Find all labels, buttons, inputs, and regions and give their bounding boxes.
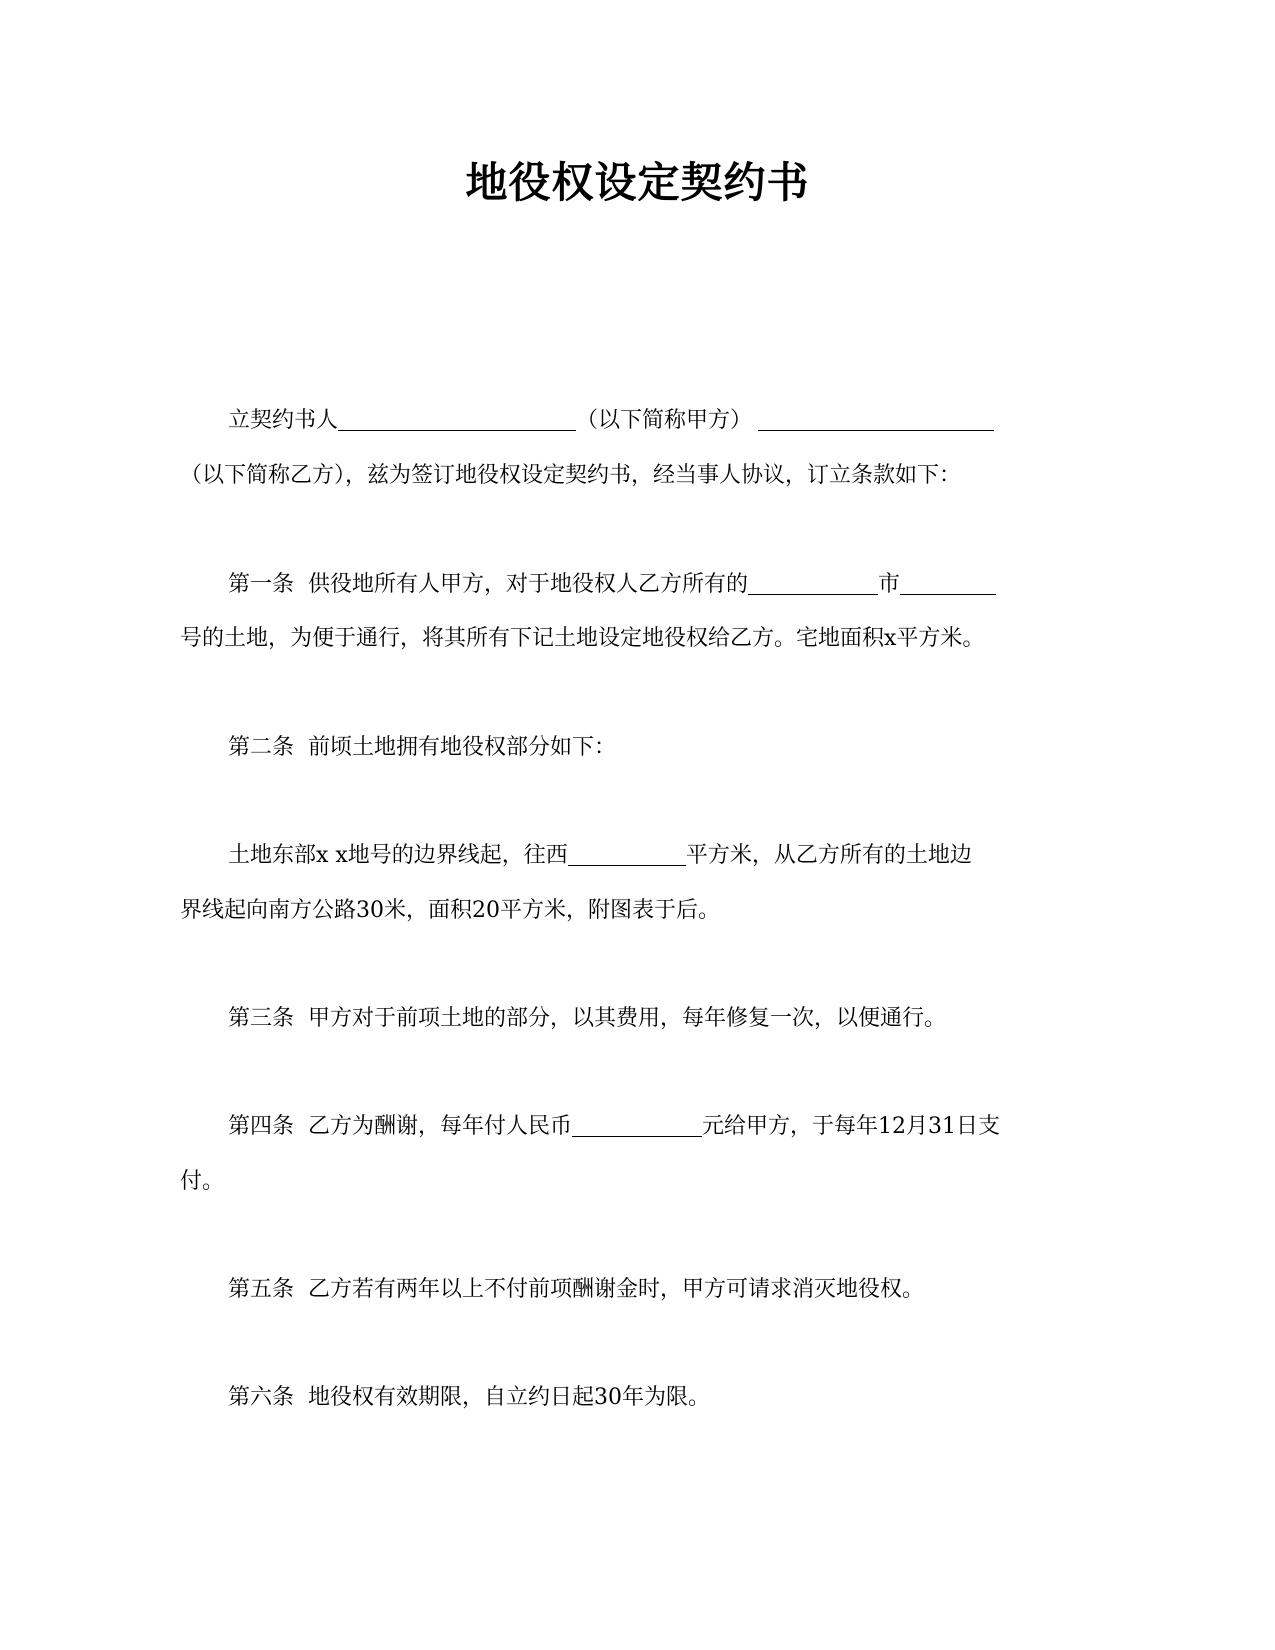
article-6-text: 地役权有效期限，自立约日起30年为限。 [308,1385,711,1410]
intro-line-1 [228,406,994,436]
article-1-text-a: 供役地所有人甲方，对于地役权人乙方所有的 [308,572,749,597]
land-text-a: 土地东部x x地号的边界线起，往西 [228,843,568,868]
article-4-line-1 [228,1112,1000,1142]
area-blank [568,841,686,866]
lot-number-blank [900,570,996,595]
intro-line-2: （以下简称乙方），兹为签订地役权设定契约书，经当事人协议，订立条款如下： [180,463,962,488]
article-5-label: 第五条 [228,1277,295,1302]
city-blank [748,570,878,595]
article-3 [228,1004,946,1034]
article-1-label: 第一条 [228,572,295,597]
article-1-line-2: 号的土地，为便于通行，将其所有下记土地设定地役权给乙方。宅地面积x平方米。 [180,626,985,651]
land-line-1 [228,841,972,871]
article-4-line-2: 付。 [180,1169,225,1194]
intro-party-label: 立契约书人 [228,408,339,433]
land-text-b: 平方米，从乙方所有的土地边 [685,843,972,868]
article-6-label: 第六条 [228,1385,295,1410]
article-1-text-b: 市 [878,572,901,597]
article-3-text: 甲方对于前项土地的部分，以其费用，每年修复一次，以便通行。 [308,1006,947,1031]
article-4-label: 第四条 [228,1114,295,1139]
article-2-label: 第二条 [228,735,295,760]
article-5-text: 乙方若有两年以上不付前项酬谢金时，甲方可请求消灭地役权。 [308,1277,925,1302]
article-6 [228,1383,710,1413]
article-2 [228,733,616,763]
party-a-blank [338,406,576,431]
document-title: 地役权设定契约书 [465,158,810,207]
article-4-text-a: 乙方为酬谢，每年付人民币 [308,1114,573,1139]
party-b-blank [758,406,994,431]
article-3-label: 第三条 [228,1006,295,1031]
article-5 [228,1275,924,1305]
article-2-text: 前顷土地拥有地役权部分如下： [308,735,617,760]
intro-party-a-note: （以下简称甲方） [576,408,753,433]
payment-blank [572,1112,702,1137]
article-1-line-1 [228,570,996,600]
land-line-2: 界线起向南方公路30米，面积20平方米，附图表于后。 [180,898,720,923]
article-4-text-b: 元给甲方，于每年12月31日支 [702,1114,1001,1139]
